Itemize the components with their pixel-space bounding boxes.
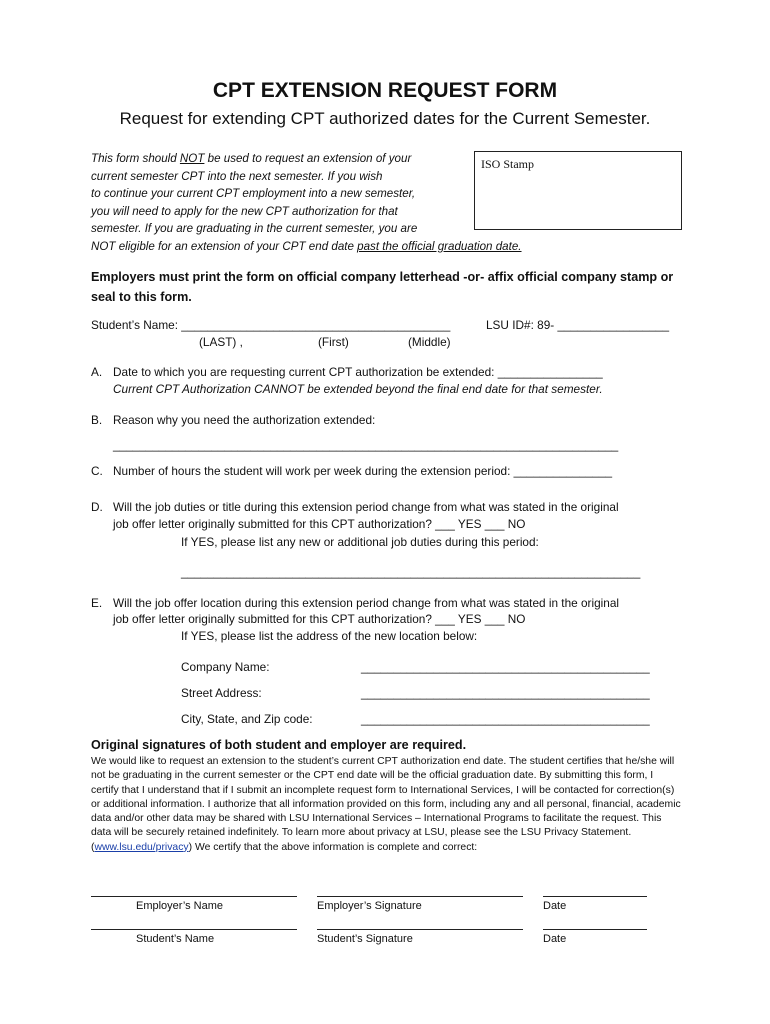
privacy-text-end: ) We certify that the above information is complete and correct: <box>188 841 478 853</box>
employer-signature-caption: Employer’s Signature <box>317 900 422 912</box>
employer-signature-line[interactable] <box>317 896 523 897</box>
intro-text: be used to request an extension of your <box>204 152 412 165</box>
last-name-caption: (LAST) , <box>199 335 243 349</box>
city-state-zip-label: City, State, and Zip code: <box>181 712 313 726</box>
signatures-heading: Original signatures of both student and employer are required. <box>91 738 467 752</box>
intro-text: to continue your current CPT employment into a new semester, <box>91 187 416 201</box>
student-signature-line[interactable] <box>317 929 523 930</box>
student-name-field[interactable]: Student’s Name: _________________________________________ <box>91 318 451 332</box>
intro-text: NOT eligible for an extension of your CPT end date <box>91 239 358 253</box>
intro-text: semester. If you are graduating in the current semester, you are <box>91 222 418 236</box>
privacy-link[interactable]: www.lsu.edu/privacy <box>94 841 189 853</box>
employer-name-line[interactable] <box>91 896 297 897</box>
intro-not-emphasis: NOT <box>179 152 205 165</box>
extension-date-field[interactable]: Date to which you are requesting current CPT authorization be extended: ________________ <box>113 365 603 379</box>
item-d-if-yes: If YES, please list any new or additional job duties during this period: <box>181 535 539 549</box>
item-b-text: Reason why you need the authorization extended: <box>113 413 376 427</box>
item-b-letter: B. <box>91 413 103 427</box>
company-name-field[interactable]: ____________________________________________ <box>361 660 650 674</box>
first-name-caption: (First) <box>318 335 349 349</box>
employer-name-caption: Employer’s Name <box>136 900 224 912</box>
intro-graduation-emphasis: past the official graduation date. <box>357 239 522 253</box>
student-name-line[interactable] <box>91 929 297 930</box>
iso-stamp-label: ISO Stamp <box>481 157 535 171</box>
job-duties-yes-no[interactable]: job offer letter originally submitted for this CPT authorization? ___ YES ___ NO <box>113 517 526 531</box>
middle-name-caption: (Middle) <box>408 335 451 349</box>
company-name-label: Company Name: <box>181 660 270 674</box>
item-d-question: Will the job duties or title during this extension period change from what was stated in the original <box>113 500 619 514</box>
item-c-letter: C. <box>91 464 103 478</box>
student-date-line[interactable] <box>543 929 647 930</box>
privacy-text: We would like to request an extension to the student’s current CPT authorization end date. The student certifies that he/she will not be graduating in the current semester or the CPT end date will be the official graduation date. By submitting this form, I certify that I understand that if I submit an incomplete request form to International Services, I will be contacted for correction(s) or additional information. I authorize that all information provided on this form, including any and all personal, financial, academic data and/or other data may be shared with LSU International Services – International Programs to facilitate the request. This data will be securely retained indefinitely. To learn more about privacy at LSU, please see the LSU Privacy Statement. ( <box>91 756 681 853</box>
employer-date-line[interactable] <box>543 896 647 897</box>
city-state-zip-field[interactable]: ____________________________________________ <box>361 712 650 726</box>
employer-date-caption: Date <box>543 900 567 912</box>
street-address-field[interactable]: ____________________________________________ <box>361 686 650 700</box>
form-title: CPT EXTENSION REQUEST FORM <box>212 79 558 102</box>
item-e-question: Will the job offer location during this extension period change from what was stated in the original <box>113 596 620 610</box>
intro-text: This form should <box>91 152 180 165</box>
hours-per-week-field[interactable]: Number of hours the student will work per week during the extension period: _______________ <box>113 464 613 478</box>
reason-field[interactable]: _____________________________________________________________________________ <box>113 438 619 452</box>
intro-text: you will need to apply for the new CPT authorization for that <box>91 204 398 218</box>
privacy-statement <box>91 755 681 855</box>
item-d-letter: D. <box>91 500 103 514</box>
form-subtitle: Request for extending CPT authorized dates for the Current Semester. <box>119 109 651 128</box>
student-name-caption: Student’s Name <box>136 933 215 945</box>
lsu-id-field[interactable]: LSU ID#: 89- _________________ <box>486 318 670 332</box>
item-a-letter: A. <box>91 365 103 379</box>
location-yes-no[interactable]: job offer letter originally submitted for this CPT authorization? ___ YES ___ NO <box>113 612 526 626</box>
item-e-if-yes: If YES, please list the address of the new location below: <box>181 629 478 643</box>
intro-text: current semester CPT into the next semester. If you wish <box>91 169 383 183</box>
employers-notice: Employers must print the form on official company letterhead -or- affix official company stamp or seal to this form. <box>91 270 674 304</box>
item-a-note: Current CPT Authorization CANNOT be extended beyond the final end date for that semester. <box>113 382 603 396</box>
student-date-caption: Date <box>543 933 567 945</box>
student-signature-caption: Student’s Signature <box>317 933 413 945</box>
item-e-letter: E. <box>91 596 103 610</box>
street-address-label: Street Address: <box>181 686 262 700</box>
job-duties-field[interactable]: ______________________________________________________________________ <box>181 565 641 579</box>
